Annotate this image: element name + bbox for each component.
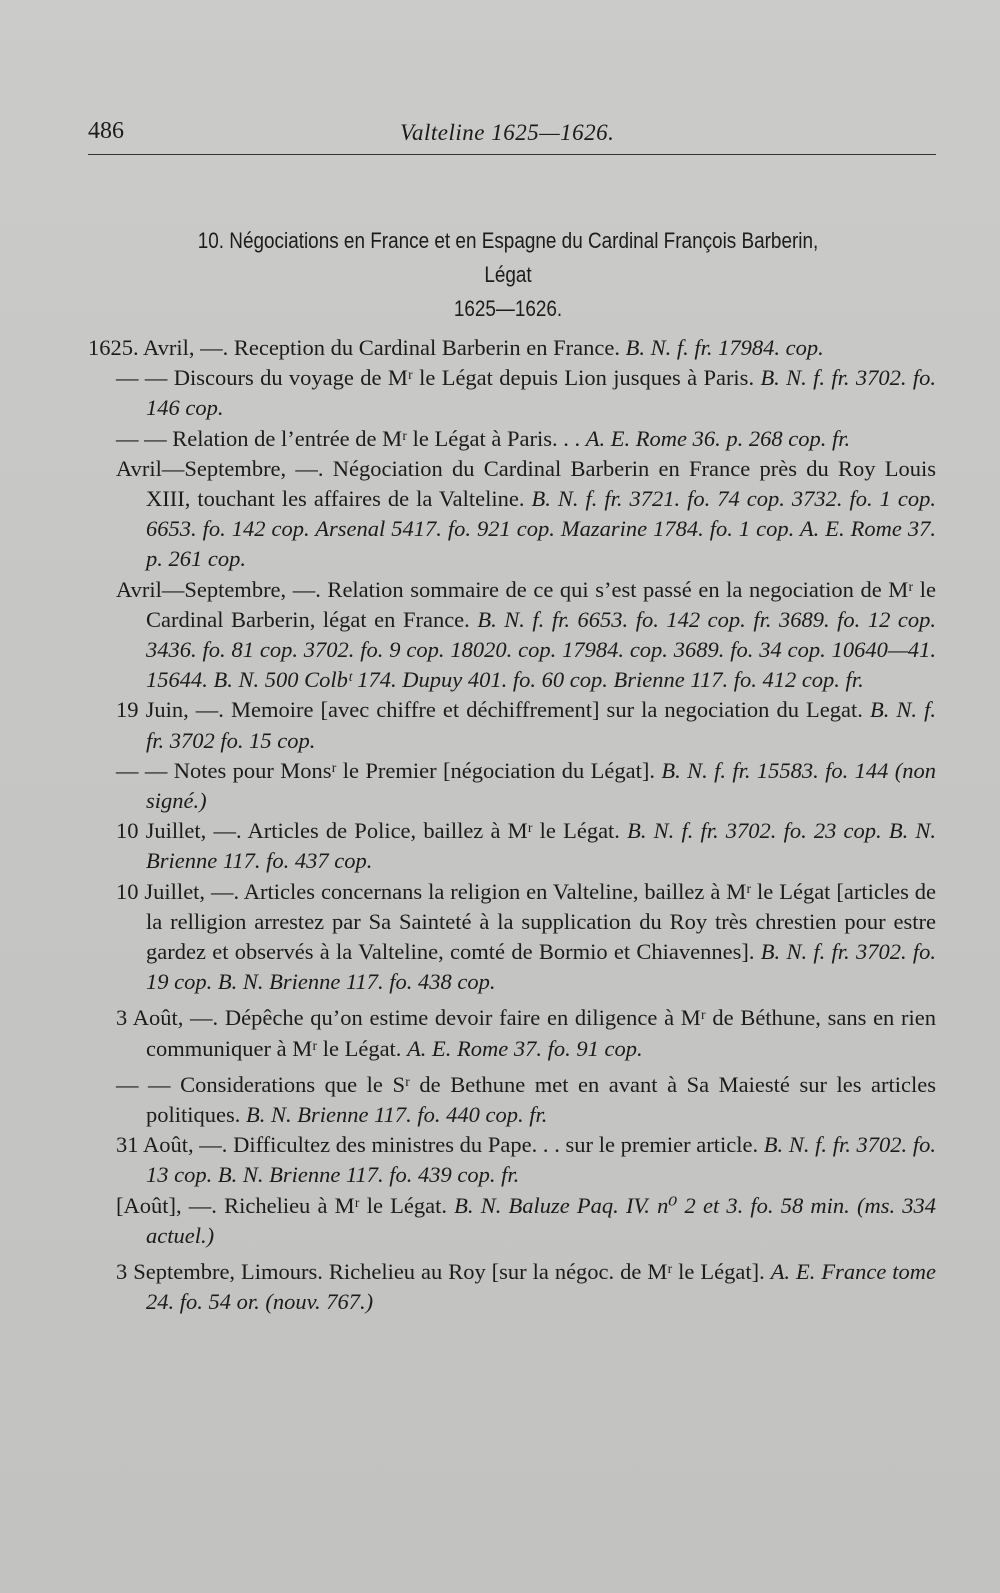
list-item: — — Relation de l’entrée de Mʳ le Légat à Paris. . . A. E. Rome 36. p. 268 cop. fr. [116,425,851,451]
list-item: 3 Août, —. Dépêche qu’on estime devoir faire en diligence à Mʳ de Béthune, sans en rien communiquer à Mʳ le Légat. A. E. Rome 37. fo. 91 cop. [116,1005,936,1061]
list-item: 10 Juillet, —. Articles de Police, baillez à Mʳ le Légat. B. N. f. fr. 3702. fo. 23 cop. B. N. Brienne 117. fo. 437 cop. [116,818,936,874]
list-item: 31 Août, —. Difficultez des ministres du Pape. . . sur le premier article. B. N. f. fr. 3702. fo. 13 cop. B. N. Brienne 117. fo. 439 cop. fr. [116,1132,936,1188]
list-item: 10 Juillet, —. Articles concernans la religion en Valteline, baillez à Mʳ le Légat [articles de la relligion arrestez par Sa Sainteté à la supplication du Roy très chrestien pour estre gardez et observés à la Valteline, comté de Bormio et Chiavennes]. B. N. f. fr. 3702. fo. 19 cop. B. N. Brienne 117. fo. 438 cop. [116,878,936,995]
list-item: — — Considerations que le Sʳ de Bethune met en avant à Sa Maiesté sur les articles politiques. B. N. Brienne 117. fo. 440 cop. fr. [116,1071,936,1128]
page-number: 486 [88,118,124,144]
list-item: 19 Juin, —. Memoire [avec chiffre et déchiffrement] sur la negociation du Legat. B. N. f. fr. 3702 fo. 15 cop. [116,697,936,753]
list-item: [Août], —. Richelieu à Mʳ le Légat. B. N. Baluze Paq. IV. n⁰ 2 et 3. fo. 58 min. (ms. 334 actuel.) [116,1192,937,1248]
header-rule [88,154,936,155]
list-item: Avril—Septembre, —. Relation sommaire de ce qui s’est passé en la negociation de Mʳ le Cardinal Barberin, légat en France. B. N. f. fr. 6653. fo. 142 cop. fr. 3689. fo. 12 cop. 3436. fo. 81 cop. 3702. fo. 9 cop. 18020. cop. 17984. cop. 3689. fo. 34 cop. 10640—41. 15644. B. N. 500 Colbᵗ 174. Dupuy 401. fo. 60 cop. Brienne 117. fo. 412 cop. fr. [116,576,936,693]
list-item: Avril—Septembre, —. Négociation du Cardinal Barberin en France près du Roy Louis XIII, touchant les affaires de la Valteline. B. N. f. fr. 3721. fo. 74 cop. 3732. fo. 1 cop. 6653. fo. 142 cop. Arsenal 5417. fo. 921 cop. Mazarine 1784. fo. 1 cop. A. E. Rome 37. p. 261 cop. [116,455,936,572]
running-title: Valteline 1625—1626. [400,120,615,145]
list-item: 1625. Avril, —. Reception du Cardinal Barberin en France. B. N. f. fr. 17984. cop. [88,335,824,360]
list-item: — — Notes pour Monsʳ le Premier [négociation du Légat]. B. N. f. fr. 15583. fo. 144 (non signé.) [116,757,936,814]
list-item: 3 Septembre, Limours. Richelieu au Roy [sur la négoc. de Mʳ le Légat]. A. E. France tome 24. fo. 54 or. (nouv. 767.) [116,1259,937,1315]
section-title-line2: 1625—1626. [453,296,563,321]
section-title-line1: 10. Négociations en France et en Espagne du Cardinal François Barberin, Légat [197,228,819,287]
section-title [192,224,825,326]
list-item: — — Discours du voyage de Mʳ le Légat depuis Lion jusques à Paris. B. N. f. fr. 3702. fo. 146 cop. [116,365,936,421]
page-header [88,118,936,154]
entry-list [88,333,936,1318]
